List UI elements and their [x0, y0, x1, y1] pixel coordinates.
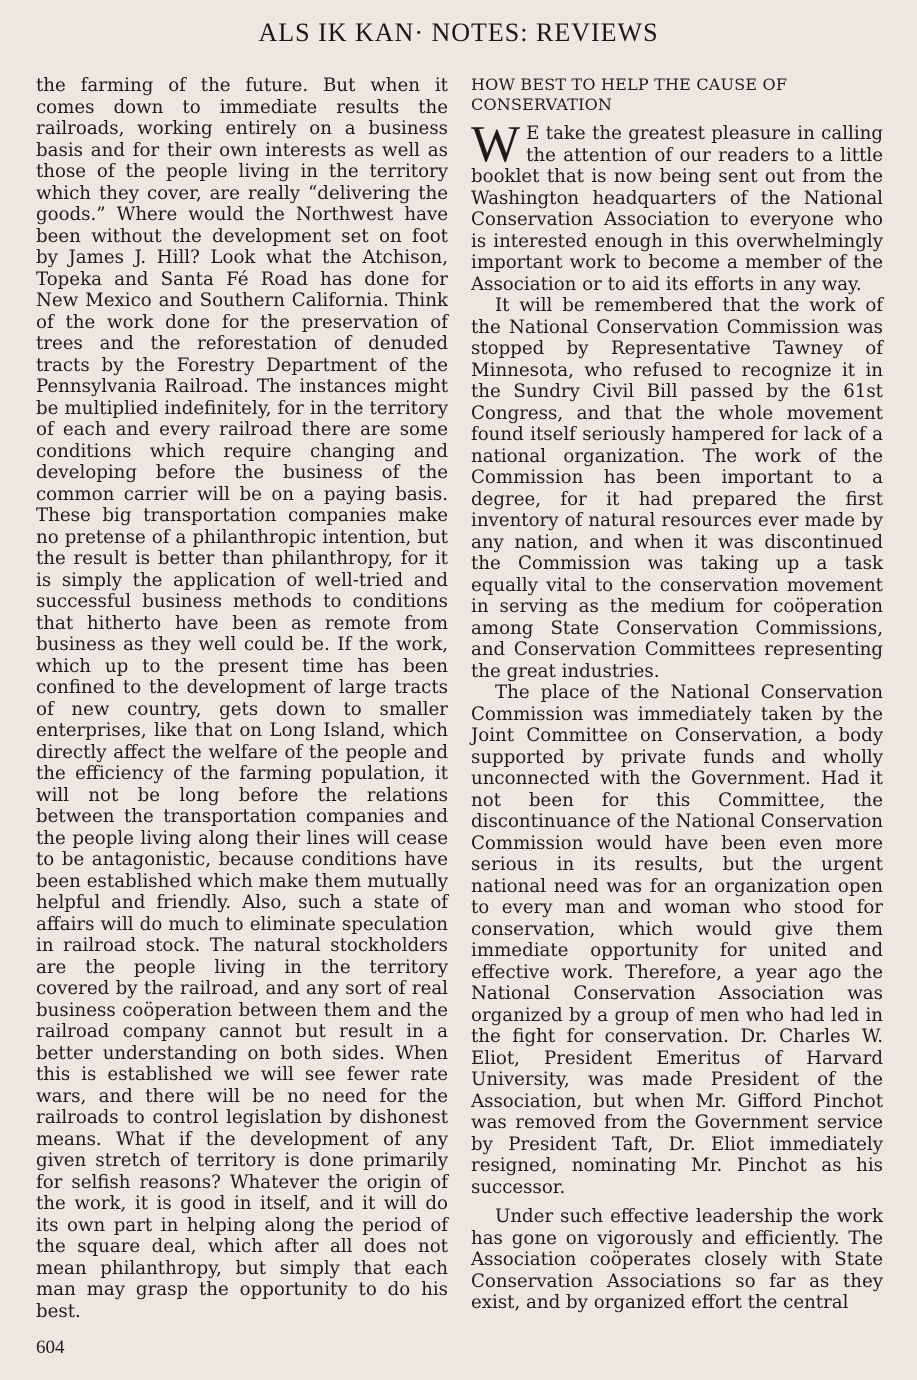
paragraph-leadership: Under such effective leadership the work has gone on vigorously and efficiently. The Association coöperates closely with State Conservation Associations so far as they exist, and by organized effort the central — [471, 1206, 883, 1313]
drop-cap: W — [471, 116, 521, 173]
opening-paragraph — [471, 116, 883, 295]
left-column — [36, 75, 448, 1322]
right-column — [471, 75, 883, 1314]
left-column-text: the farming of the future. But when it comes down to immediate results the railroads, working entirely on a business basis and for their own interests as well as those of the people living in the territory which they cover, are really “delivering the goods.” Where would the Northwest have been without the development set on foot by James J. Hill? Look what the Atchison, Topeka and Santa Fé Road has done for New Mexico and Southern California. Think of the work done for the preservation of trees and the reforestation of denuded tracts by the Forestry Department of the Pennsylvania Railroad. The instances might be multiplied indefinitely, for in the territory of each and every railroad there are some conditions which require changing and developing before the business of the common carrier will be on a paying basis. These big transportation companies make no pretense of a philanthropic intention, but the result is better than philanthropy, for it is simply the application of well-tried and successful business methods to conditions that hitherto have been as remote from business as they well could be. If the work, which up to the present time has been confined to the development of large tracts of new country, gets down to smaller enterprises, like that on Long Island, which directly affect the welfare of the people and the efficiency of the farming population, it will not be long before the relations between the transportation companies and the people living along their lines will cease to be antagonistic, because conditions have been established which make them mutually helpful and friendly. Also, such a state of affairs will do much to eliminate speculation in railroad stock. The natural stockholders are the people living in the territory covered by the railroad, and any sort of real business coöperation between them and the railroad company cannot but result in a better understanding on both sides. When this is established we will see fewer rate wars, and there will be no need for the railroads to control legislation by dishonest means. What if the development of any given stretch of territory is done primarily for selfish reasons? Whatever the origin of the work, it is good in itself, and it will do its own part in helping along the period of the square deal, which after all does not mean philanthropy, but simply that each man may grasp the opportunity to do his best. — [36, 75, 448, 1322]
paragraph-joint-committee: The place of the National Conservation Commission was immediately taken by the Joint Committee on Conservation, a body supported by private funds and wholly unconnected with the Government. Had it not been for this Committee, the discontinuance of the National Conservation Commission would have been even more serious in its results, but the urgent national need was for an organization open to every man and woman who stood for conservation, which would give them immediate opportunity for united and effective work. Therefore, a year ago the National Conservation Association was organized by a group of men who had led in the fight for conservation. Dr. Charles W. Eliot, President Emeritus of Harvard University, was made President of the Association, but when Mr. Gifford Pinchot was removed from the Government service by President Taft, Dr. Eliot immediately resigned, nominating Mr. Pinchot as his successor. — [471, 682, 883, 1198]
page-number: 604 — [36, 1337, 65, 1358]
paragraph-commission: It will be remembered that the work of the National Conservation Commission was stopped by Representative Tawney of Minnesota, who refused to recognize it in the Sundry Civil Bill passed by the 61st Congress, and that the whole movement found itself seriously hampered for lack of a national organization. The work of the Commission has been important to a degree, for it had prepared the first inventory of natural resources ever made by any nation, and when it was discontinued the Commission was taking up a task equally vital to the conservation movement in serving as the medium for coöperation among State Conservation Commissions, and Conservation Committees representing the great industries. — [471, 295, 883, 682]
opening-paragraph-text: E take the greatest pleasure in calling the attention of our readers to a little booklet that is now being sent out from the Washington headquarters of the National Conservation Association to everyone who is interested enough in this overwhelmingly important work to become a member of the Association or to aid its efforts in any way. — [471, 123, 883, 295]
section-heading: HOW BEST TO HELP THE CAUSE OF CONSERVATION — [471, 75, 788, 114]
running-head: ALS IK KAN· NOTES: REVIEWS — [258, 18, 659, 47]
